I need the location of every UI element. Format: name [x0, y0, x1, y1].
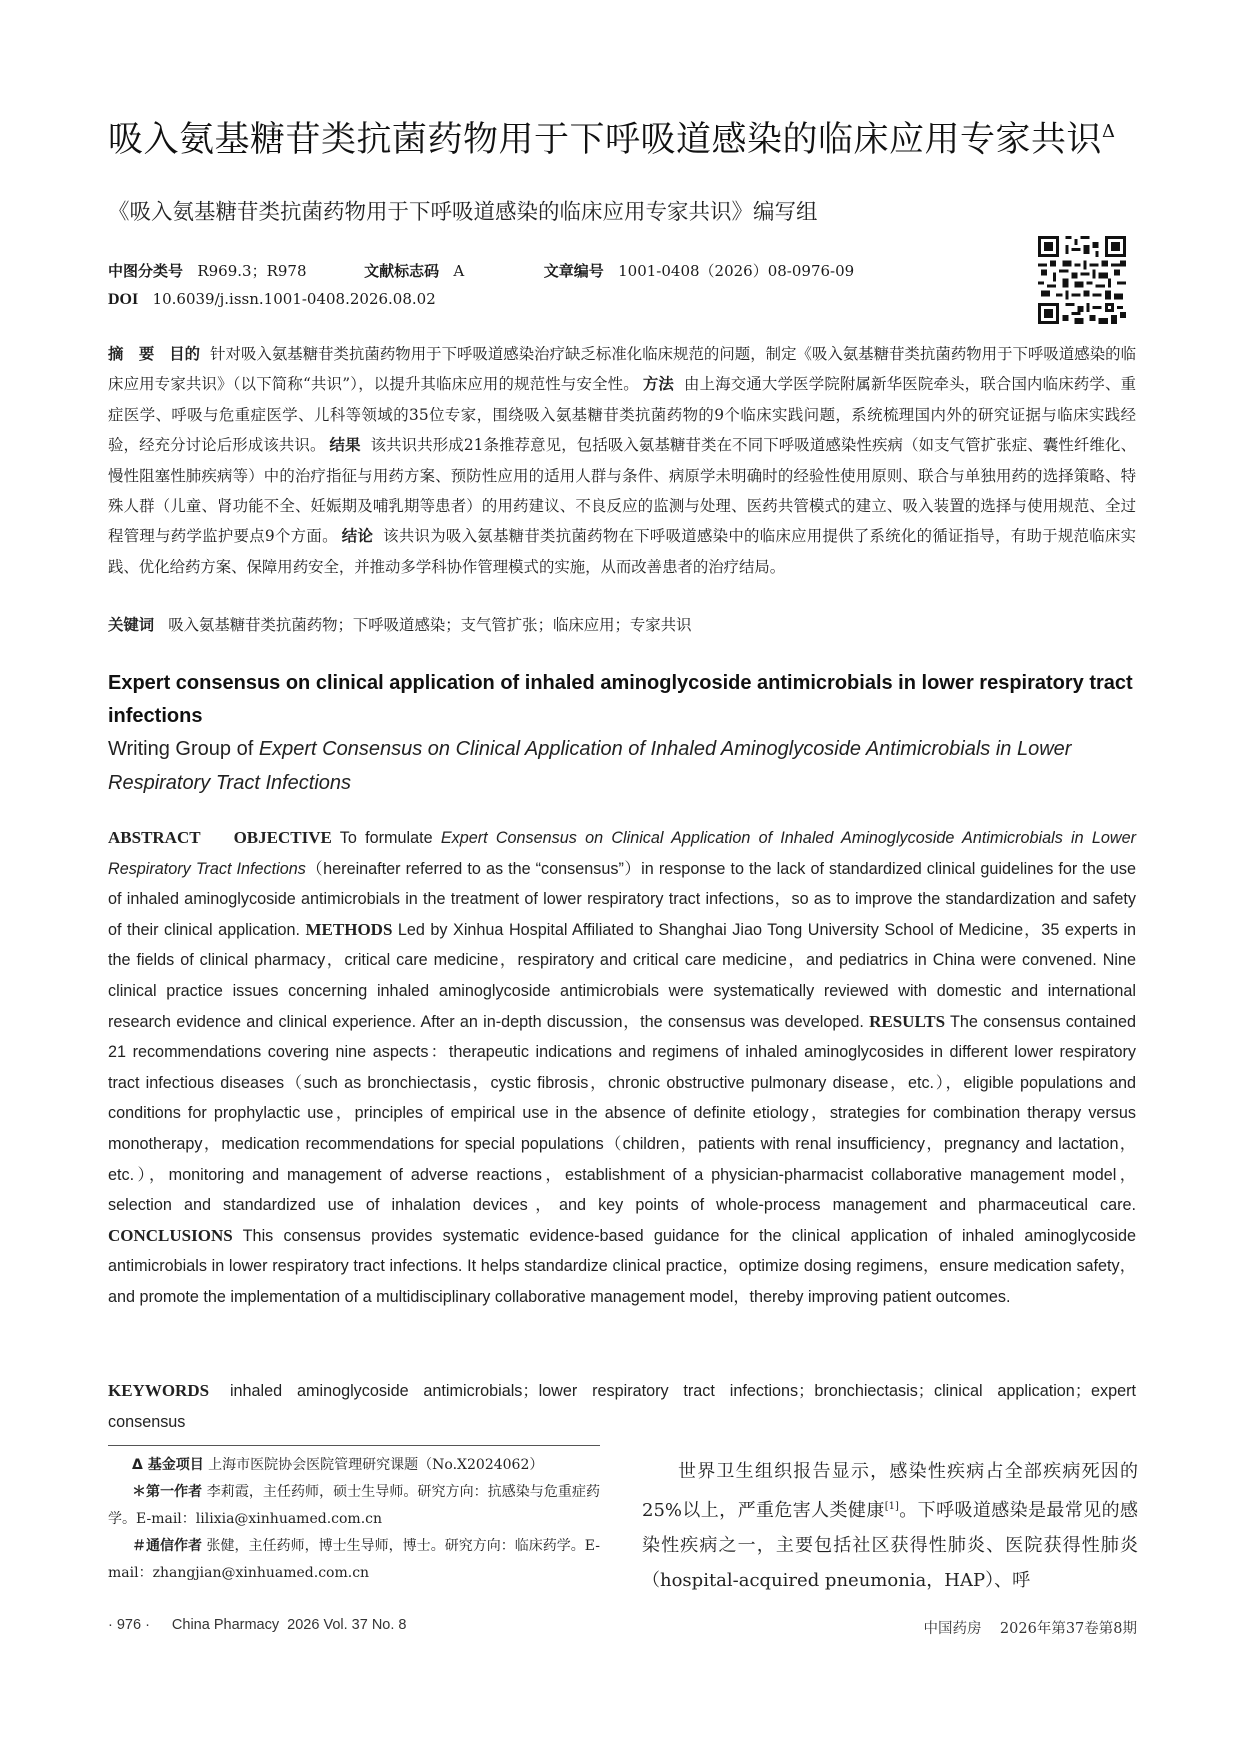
author-group: 《吸入氨基糖苷类抗菌药物用于下呼吸道感染的临床应用专家共识》编写组	[108, 200, 818, 225]
footnotes	[108, 1452, 600, 1587]
article-metadata	[108, 260, 854, 281]
article-no-value: 1001-0408（2026）08-0976-09	[618, 262, 855, 280]
article-title: 吸入氨基糖苷类抗菌药物用于下呼吸道感染的临床应用专家共识$^\Delta$	[108, 120, 1116, 160]
english-abstract	[108, 823, 1136, 1313]
footnote-divider	[108, 1445, 600, 1446]
clc-label: 中图分类号	[108, 262, 184, 280]
body-column-right	[642, 1454, 1138, 1598]
en-keywords-label: KEYWORDS	[108, 1381, 210, 1400]
en-results: The consensus contained 21 recommendations covering nine aspects：therapeutic indications and regimens of inhaled aminoglycosides in different lower respiratory tract infectious diseases（such as bronchiectasis，cystic fibrosis，chronic obstructive pulmonary disease，etc.），eligible populations and conditions for prophylactic use，principles of empirical use in the absence of definite etiology，strategies for combination therapy versus monotherapy，medication recommendations for special populations（children，patients with renal insufficiency，pregnancy and lactation，etc.），monitoring and management of adverse reactions，establishment of a physician-pharmacist collaborative management model，selection and standardized use of inhalation devices，and key points of whole-process management and pharmaceutical care.	[108, 1012, 1136, 1215]
zh-methods: 由上海交通大学医学院附属新华医院牵头，联合国内临床药学、重症医学、呼吸与危重症医学、儿科等领域的35位专家，围绕吸入氨基糖苷类抗菌药物的9个临床实践问题，系统梳理国内外的研究证据与临床实践经验，经充分讨论后形成该共识。	[108, 375, 1136, 455]
english-author-group: Writing Group of Expert Consensus on Clinical Application of Inhaled Aminoglycoside Antimicrobials in Lower Respiratory Tract Infections	[108, 738, 1072, 794]
en-conclusions-label: CONCLUSIONS	[108, 1225, 233, 1245]
zh-methods-label: 方法	[642, 375, 675, 394]
zh-objective-label: 目的	[169, 345, 201, 363]
zh-results: 该共识共形成21条推荐意见，包括吸入氨基糖苷类在不同下呼吸道感染性疾病（如支气管扩张症、囊性纤维化、慢性阻塞性肺疾病等）中的治疗指征与用药方案、预防性应用的适用人群与条件、病原学未明确时的经验性使用原则、联合与单独用药的选择策略、特殊人群（儿童、肾功能不全、妊娠期及哺乳期等患者）的用药建议、不良反应的监测与处理、医药共管模式的建立、吸入装置的选择与使用规范、全过程管理与药学监护要点9个方面。	[108, 436, 1136, 546]
page-number: · 976 ·	[108, 1617, 150, 1633]
fund-note: Δ 基金项目 上海市医院协会医院管理研究课题（No.X2024062）	[132, 1457, 544, 1473]
doc-code-label: 文献标志码	[364, 262, 440, 280]
english-title: Expert consensus on clinical application of inhaled aminoglycoside antimicrobials in lower respiratory tract infections	[108, 672, 1133, 727]
citation-ref[interactable]: [1]	[884, 1501, 899, 1512]
en-methods-label: METHODS	[305, 919, 393, 939]
en-abstract-label: ABSTRACT	[108, 828, 201, 847]
journal-name-en: China Pharmacy	[171, 1617, 280, 1633]
body-paragraph: 世界卫生组织报告显示，感染性疾病占全部疾病死因的25%以上，严重危害人类健康[1]。下呼吸道感染是最常见的感染性疾病之一，主要包括社区获得性肺炎、医院获得性肺炎（hospital-acquired pneumonia，HAP）、呼	[642, 1461, 1138, 1591]
doc-code-value: A	[453, 262, 465, 280]
zh-keywords-label: 关键词	[108, 616, 155, 634]
article-no-label: 文章编号	[543, 262, 604, 280]
journal-name-zh: 中国药房	[923, 1621, 982, 1637]
zh-conclusions-label: 结论	[341, 527, 374, 546]
first-author-note: ＊第一作者 李莉霞，主任药师，硕士生导师。研究方向：抗感染与危重症药学。E-mail：lilixia@xinhuamed.com.cn	[108, 1484, 600, 1527]
doi-value: 10.6039/j.issn.1001-0408.2026.08.02	[152, 290, 436, 308]
zh-keywords: 吸入氨基糖苷类抗菌药物；下呼吸道感染；支气管扩张；临床应用；专家共识	[168, 616, 692, 634]
fund-mark: Δ	[1102, 121, 1116, 142]
english-keywords	[108, 1376, 1136, 1437]
doi-label: DOI	[108, 291, 139, 308]
issue-zh: 2026年第37卷第8期	[999, 1621, 1137, 1637]
qr-code-icon[interactable]	[1038, 236, 1126, 324]
footer-right	[923, 1617, 1137, 1638]
zh-results-label: 结果	[329, 436, 361, 455]
en-objective-label: OBJECTIVE	[233, 828, 332, 847]
clc-value: R969.3；R978	[197, 262, 307, 280]
en-results-label: RESULTS	[869, 1011, 946, 1031]
en-conclusions: This consensus provides systematic evidence-based guidance for the clinical application of inhaled aminoglycoside antimicrobials in lower respiratory tract infections. It helps standardize clinical practice，optimize dosing regimens，ensure medication safety，and promote the implementation of a multidisciplinary collaborative management model，thereby improving patient outcomes.	[108, 1226, 1136, 1306]
zh-abstract-label: 摘 要	[108, 345, 155, 363]
zh-objective: 针对吸入氨基糖苷类抗菌药物用于下呼吸道感染治疗缺乏标准化临床规范的问题，制定《吸入氨基糖苷类抗菌药物用于下呼吸道感染的临床应用专家共识》（以下简称“共识”），以提升其临床应用的规范性与安全性。	[108, 345, 1136, 394]
doi-line	[108, 290, 436, 309]
chinese-keywords	[108, 613, 1136, 635]
footer-left	[108, 1617, 407, 1633]
zh-conclusions: 该共识为吸入氨基糖苷类抗菌药物在下呼吸道感染中的临床应用提供了系统化的循证指导，有助于规范临床实践、优化给药方案、保障用药安全，并推动多学科协作管理模式的实施，从而改善患者的治疗结局。	[108, 527, 1136, 576]
en-objective: To formulate Expert Consensus on Clinical Application of Inhaled Aminoglycoside Antimicrobials in Lower Respiratory Tract Infections（hereinafter referred to as the “consensus”）in response to the lack of standardized clinical guidelines for the use of inhaled aminoglycoside antimicrobials in the treatment of lower respiratory tract infections，so as to improve the standardization and safety of their clinical application.	[108, 829, 1137, 939]
corresponding-author-note: ＃通信作者 张健，主任药师，博士生导师，博士。研究方向：临床药学。E-mail：zhangjian@xinhuamed.com.cn	[108, 1538, 601, 1581]
en-keywords: inhaled aminoglycoside antimicrobials；lower respiratory tract infections；bronchiectasis；clinical application；expert consensus	[108, 1382, 1136, 1431]
issue-en: 2026 Vol. 37 No. 8	[287, 1617, 407, 1633]
chinese-abstract	[108, 339, 1136, 582]
en-methods: Led by Xinhua Hospital Affiliated to Shanghai Jiao Tong University School of Medicine，35 experts in the fields of clinical pharmacy，critical care medicine，respiratory and critical care medicine，and pediatrics in China were convened. Nine clinical practice issues concerning inhaled aminoglycoside antimicrobials were systematically reviewed with domestic and international research evidence and clinical experience. After an in-depth discussion，the consensus was developed.	[108, 920, 1137, 1031]
